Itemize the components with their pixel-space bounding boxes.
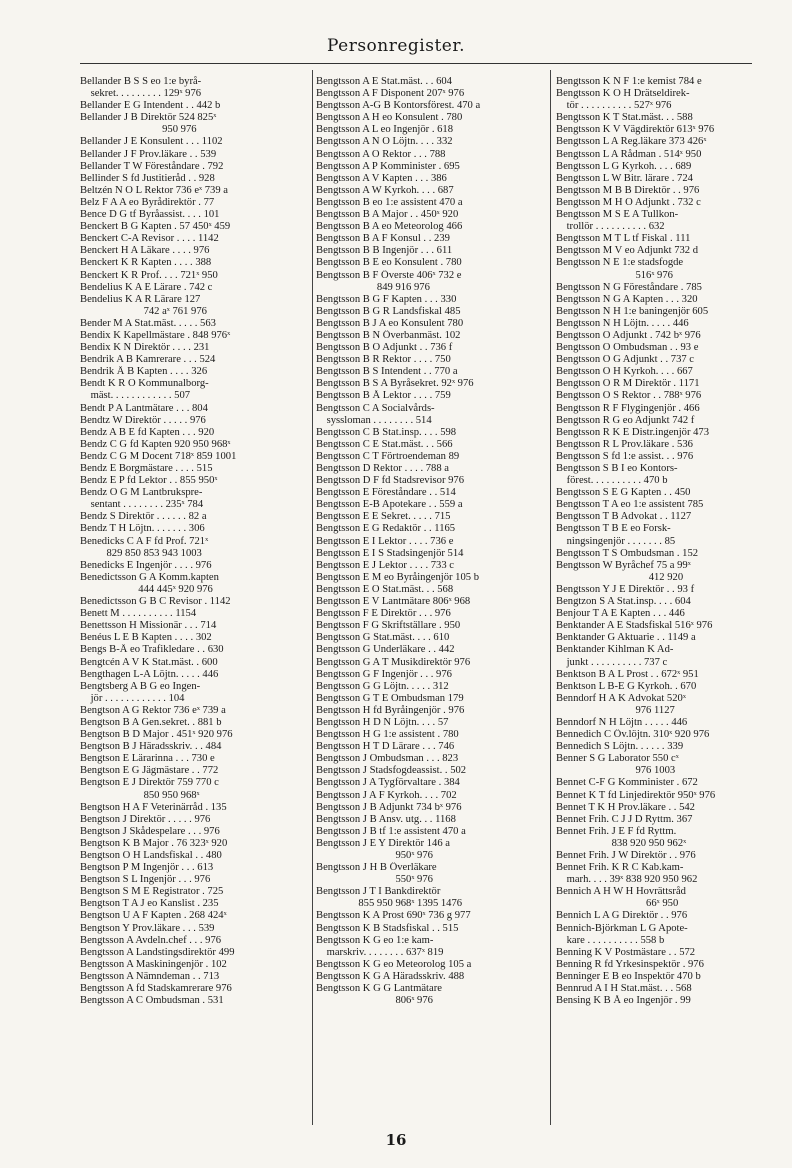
index-entry-line: Bengtsson A-G B Kontorsförest. 470 a <box>316 100 481 112</box>
index-entry-line: Bellander J E Konsulent . . . 1102 <box>80 136 223 148</box>
index-entry-line: sekret. . . . . . . . . 129ˣ 976 <box>80 88 202 100</box>
index-entry-line: 950ˣ 976 <box>316 850 433 861</box>
index-entry-line: Bendrik Å B Kapten . . . . 326 <box>80 366 208 378</box>
index-entry-line: Bennich A H W H Hovrättsråd <box>556 886 686 898</box>
index-entry-line: Bengtsson J B tf 1:e assistent 470 a <box>316 825 466 837</box>
index-entry-line: 412 920 <box>556 571 684 583</box>
index-entry-line: Bendt P A Lantmätare . . . 804 <box>80 402 208 414</box>
index-entry-line: sentant . . . . . . . . 235ˣ 784 <box>80 499 204 511</box>
index-entry-line: Bengtson S L Ingenjör . . . 976 <box>80 874 211 886</box>
index-entry-line: 516ˣ 976 <box>556 269 673 281</box>
index-entry-line: Bengtsson R L Prov.läkare . 536 <box>556 438 693 450</box>
index-entry-line: Bendz O G M Lantbrukspre- <box>80 487 203 499</box>
index-column-2 <box>316 76 544 1126</box>
index-entry-line: Bennet Frih. K R C Kab.kam- <box>556 862 684 874</box>
index-entry-line: Benktander G Aktuarie . . 1149 a <box>556 632 696 644</box>
index-entry-line: Bengtsson N E 1:e stadsfogde <box>556 257 684 269</box>
index-entry-line: Bengtsson J Ombudsman . . . 823 <box>316 753 459 765</box>
index-entry-line: Bengtsson R K E Distr.ingenjör 473 <box>556 426 710 438</box>
index-entry-line: Bengtsson J T I Bankdirektör <box>316 886 441 898</box>
index-entry-line: Bengtsson A fd Stadskamrerare 976 <box>80 983 232 995</box>
index-entry-line: Beltzén N O L Rektor 736 eˣ 739 a <box>80 184 229 196</box>
index-entry-line: Benedicks C A F fd Prof. 721ˣ <box>80 535 209 547</box>
index-entry-line: marskriv. . . . . . . . 637ˣ 819 <box>316 946 444 958</box>
index-entry-line: Bengtsson J E Y Direktör 146 a <box>316 837 450 849</box>
index-entry-line: Bengtsson M V eo Adjunkt 732 d <box>556 245 699 257</box>
page-number: 16 <box>385 1131 407 1149</box>
index-entry-line: Bengtsson S E G Kapten . . 450 <box>556 487 691 499</box>
index-entry-line: Bendrik A B Kamrerare . . . 524 <box>80 354 216 366</box>
index-entry-line: Bengtsson B F Överste 406ˣ 732 e <box>316 269 462 281</box>
index-entry-line: Bengtsson T S Ombudsman . 152 <box>556 547 699 559</box>
index-entry-line: Bennet Frih. J E F fd Ryttm. <box>556 825 677 837</box>
index-entry-line: Benedictsson G A Komm.kapten <box>80 571 219 583</box>
index-entry-line: kare . . . . . . . . . . 558 b <box>556 934 665 946</box>
index-entry-line: Bengtsson G A T Musikdirektör 976 <box>316 656 471 668</box>
index-entry-line: Bengtsson O Adjunkt . 742 bˣ 976 <box>556 329 701 341</box>
index-entry-line: Bengthagen L-A Löjtn. . . . . 446 <box>80 668 219 680</box>
index-entry-line: Belz F A A eo Byrådirektör . 77 <box>80 196 215 208</box>
index-entry-line: Bengtsson B J A eo Konsulent 780 <box>316 317 464 329</box>
index-entry-line: Bellinder S fd Justitieråd . . 928 <box>80 172 215 184</box>
index-entry-line: Bengtsson E J Lektor . . . . 733 c <box>316 559 454 571</box>
index-entry-line: Bengtsson G F Ingenjör . . . 976 <box>316 668 452 680</box>
index-entry-line: Bengtsson A Nämndeman . . 713 <box>80 970 220 982</box>
index-entry-line: Bengtsson B A eo Meteorolog 466 <box>316 221 463 233</box>
index-entry-line: Bengtsson O H Kyrkoh. . . . 667 <box>556 366 693 378</box>
index-entry-line: Bengtsson B A Major . . 450ˣ 920 <box>316 209 459 221</box>
index-entry-line: Bengtsson C B Stat.insp. . . . 598 <box>316 426 457 438</box>
index-entry-line: Bengtson A G Rektor 736 eˣ 739 a <box>80 704 226 716</box>
index-entry-line: Bengtsson E I Lektor . . . . 736 e <box>316 535 454 547</box>
index-entry-line: Bengtsson A P Komminister . 695 <box>316 160 460 172</box>
index-entry-line: Bengtson E G Jägmästare . . 772 <box>80 765 219 777</box>
index-entry-line: Bendix K Kapellmästare . 848 976ˣ <box>80 329 231 341</box>
index-entry-line: Bengtson E J Direktör 759 770 c <box>80 777 219 789</box>
index-entry-line: Bengtsson A C Ombudsman . 531 <box>80 995 224 1007</box>
index-entry-line: trollör . . . . . . . . . . 632 <box>556 221 665 233</box>
index-entry-line: Bengtson E Lärarinna . . . 730 e <box>80 753 215 765</box>
index-entry-line: Bengtsson B S A Byråsekret. 92ˣ 976 <box>316 378 474 390</box>
index-entry-line: Bengtsson S fd 1:e assist. . . 976 <box>556 450 694 462</box>
index-entry-line: Bengtson Y Prov.läkare . . . 539 <box>80 922 215 934</box>
index-entry-line: Bengtsson G Underläkare . . 442 <box>316 644 455 656</box>
index-entry-line: 855 950 968ˣ 1395 1476 <box>316 898 463 910</box>
index-entry-line: Bengtsson M T L tf Fiskal . 111 <box>556 233 691 245</box>
index-entry-line: Bengtsson A Landstingsdirektör 499 <box>80 946 235 958</box>
column-divider <box>550 70 551 1125</box>
index-entry-line: 849 916 976 <box>316 281 430 293</box>
index-entry-line: Bengtsson E M eo Byråingenjör 105 b <box>316 571 480 583</box>
index-entry-line: Bengtsson N G A Kapten . . . 320 <box>556 293 698 305</box>
index-entry-line: Bendtz W Direktör . . . . . 976 <box>80 414 206 426</box>
index-entry-line: marh. . . . 39ˣ 838 920 950 962 <box>556 874 698 886</box>
index-entry-line: Bengtsson K N F 1:e kemist 784 e <box>556 76 702 87</box>
index-entry-line: Bengtsson B G F Kapten . . . 330 <box>316 293 457 305</box>
index-entry-line: Bengtsson E Föreståndare . . 514 <box>316 487 456 499</box>
index-entry-line: Bengtsson R G eo Adjunkt 742 f <box>556 414 695 426</box>
index-entry-line: Bengtsson E O Stat.mäst. . . 568 <box>316 583 454 595</box>
index-entry-line: Bengtsson K T Stat.mäst. . . 588 <box>556 112 693 124</box>
index-entry-line: Bengtsson B R Rektor . . . . 750 <box>316 354 451 366</box>
index-entry-line: Bengtsson L G Kyrkoh. . . . 689 <box>556 160 692 172</box>
index-entry-line: Bengtson B A Gen.sekret. . 881 b <box>80 716 222 728</box>
index-entry-line: Bengtson T A J eo Kanslist . 235 <box>80 898 219 910</box>
index-entry-line: Bengtsson K O H Drätseldirek- <box>556 88 690 100</box>
index-entry-line: Bengtsson J H B Överläkare <box>316 862 437 874</box>
index-entry-line: Bengtsson H G 1:e assistent . 780 <box>316 729 459 741</box>
index-entry-line: Bellander J F Prov.läkare . . 539 <box>80 148 217 160</box>
index-entry-line: Bengtsson L W Bitr. lärare . 724 <box>556 172 693 184</box>
index-entry-line: 838 920 950 962ˣ <box>556 837 687 849</box>
index-entry-line: Benktson L B-E G Kyrkoh. . 670 <box>556 680 697 692</box>
index-entry-line: Bengtsson B Å Lektor . . . . 759 <box>316 390 451 402</box>
index-entry-line: Benktson B A L Prost . . 672ˣ 951 <box>556 668 699 680</box>
index-entry-line: Bengtsson A N O Löjtn. . . . 332 <box>316 136 453 148</box>
index-entry-line: 850 950 968ˣ <box>80 789 200 801</box>
index-column-3 <box>556 76 784 1126</box>
index-entry-line: Bennet K T fd Linjedirektör 950ˣ 976 <box>556 789 716 801</box>
index-entry-line: Bengtsson E V Lantmätare 806ˣ 968 <box>316 596 471 608</box>
index-entry-line: Bengtsson A E Stat.mäst. . . 604 <box>316 76 452 87</box>
index-entry-line: Benedicks E Ingenjör . . . . 976 <box>80 559 212 571</box>
index-entry-line: Bengtsson A O Rektor . . . 788 <box>316 148 446 160</box>
index-entry-line: Bengtsson M H O Adjunkt . 732 c <box>556 196 701 208</box>
index-entry-line: Bengtsson L A Rådman . 514ˣ 950 <box>556 148 702 160</box>
index-entry-line: Bendz A B E fd Kapten . . . 920 <box>80 426 215 438</box>
index-entry-line: Benckert C-A Revisor . . . . 1142 <box>80 233 219 245</box>
index-entry-line: Bengtsson B E eo Konsulent . 780 <box>316 257 462 269</box>
index-entry-line: Bengtsson D Rektor . . . . 788 a <box>316 463 450 474</box>
index-entry-line: Bengtson U A F Kapten . 268 424ˣ <box>80 910 227 922</box>
index-entry-line: 829 850 853 943 1003 <box>80 547 202 559</box>
index-entry-line: Bengtson J Direktör . . . . . 976 <box>80 813 211 825</box>
index-entry-line: Bengtsson T B E eo Forsk- <box>556 523 671 535</box>
index-entry-line: Bengtsson T B Advokat . . 1127 <box>556 511 692 523</box>
index-entry-line: Bengtsson C A Socialvårds- <box>316 402 435 414</box>
index-entry-line: Bendz E P fd Lektor . . 855 950ˣ <box>80 475 218 487</box>
index-entry-line: Bengtsson F G Skriftställare . 950 <box>316 620 461 632</box>
index-entry-line: Bengtson P M Ingenjör . . . 613 <box>80 862 214 874</box>
index-entry-line: Bengtsson K A Prost 690ˣ 736 g 977 <box>316 910 471 922</box>
index-entry-line: 66ˣ 950 <box>556 898 679 910</box>
index-entry-line: Bellander T W Föreståndare . 792 <box>80 160 224 172</box>
index-entry-line: Bengtsson B O Adjunkt . . 736 f <box>316 342 453 354</box>
index-entry-line: Bengtsson A F Disponent 207ˣ 976 <box>316 88 465 100</box>
index-entry-line: Bengtsson H fd Byråingenjör . 976 <box>316 704 465 716</box>
index-entry-line: Bendelius K A R Lärare 127 <box>80 293 201 305</box>
index-entry-line: Bennich L A G Direktör . . 976 <box>556 910 688 922</box>
index-entry-line: Bennedich C Öv.löjtn. 310ˣ 920 976 <box>556 729 710 741</box>
index-entry-line: Bengtsson N H 1:e baningenjör 605 <box>556 305 709 317</box>
index-entry-line: Bengtsson L A Reg.läkare 373 426ˣ <box>556 136 707 148</box>
index-entry-line: Benckert B G Kapten . 57 450ˣ 459 <box>80 221 231 233</box>
index-entry-line: Benedictsson G B C Revisor . 1142 <box>80 596 231 608</box>
index-entry-line: Bensing K B Å eo Ingenjör . 99 <box>556 995 691 1007</box>
index-entry-line: Benning K V Postmästare . . 572 <box>556 946 696 958</box>
index-entry-line: Bennet C-F G Komminister . 672 <box>556 777 698 789</box>
index-column-1 <box>80 76 308 1126</box>
index-entry-line: Benktander Kihlman K Ad- <box>556 644 674 656</box>
index-entry-line: 806ˣ 976 <box>316 995 433 1007</box>
index-entry-line: Bennich-Björkman L G Apote- <box>556 922 688 934</box>
index-entry-line: 444 445ˣ 920 976 <box>80 583 213 595</box>
index-entry-line: 950 976 <box>80 124 197 136</box>
index-entry-line: Bengtsson K G A Häradsskriv. 488 <box>316 970 465 982</box>
index-entry-line: ningsingenjör . . . . . . . 85 <box>556 535 676 547</box>
index-entry-line: Bengtsson K G eo Meteorolog 105 a <box>316 958 472 970</box>
index-entry-line: Bengtsson B S Intendent . . 770 a <box>316 366 458 378</box>
index-entry-line: Bengtson H A F Veterinärråd . 135 <box>80 801 227 813</box>
index-entry-line: 976 1003 <box>556 765 676 777</box>
index-entry-line: Bengtsson E E Sekret. . . . . 715 <box>316 511 451 523</box>
index-entry-line: Bendelius K A E Lärare . 742 c <box>80 281 213 293</box>
index-entry-line: Bengtcén A V K Stat.mäst. . 600 <box>80 656 218 668</box>
index-entry-line: Bengtsson A W Kyrkoh. . . . 687 <box>316 184 454 196</box>
index-entry-line: Benninger E B eo Inspektör 470 b <box>556 970 701 982</box>
index-entry-line: Bellander J B Direktör 524 825ˣ <box>80 112 217 124</box>
index-entry-line: syssloman . . . . . . . . 514 <box>316 414 432 426</box>
index-entry-line: Benckert K R Prof. . . . 721ˣ 950 <box>80 269 218 281</box>
index-entry-line: Bengtsson B G R Landsfiskal 485 <box>316 305 461 317</box>
index-entry-line: Benettsson H Missionär . . . 714 <box>80 620 217 632</box>
index-entry-line: Bellander B S S eo 1:e byrå- <box>80 76 202 87</box>
index-entry-line: Bengtsson B N Överbanmäst. 102 <box>316 329 461 341</box>
index-entry-line: Bengtsson D F fd Stadsrevisor 976 <box>316 475 465 487</box>
index-entry-line: Benckert K R Kapten . . . . 388 <box>80 257 212 269</box>
index-entry-line: Bengtsson E-B Apotekare . . 559 a <box>316 499 463 511</box>
index-entry-line: Bengtsson W Byråchef 75 a 99ˣ <box>556 559 691 571</box>
index-entry-line: 550ˣ 976 <box>316 874 433 886</box>
index-entry-line: Bengtson B D Major . 451ˣ 920 976 <box>80 729 233 741</box>
index-entry-line: Bengtsson O R M Direktör . 1171 <box>556 378 700 390</box>
index-entry-line: Bengtsson S B I eo Kontors- <box>556 463 678 474</box>
index-entry-line: Bennet T K H Prov.läkare . . 542 <box>556 801 695 813</box>
index-entry-line: Bengtsson J A F Kyrkoh. . . . 702 <box>316 789 457 801</box>
index-entry-line: Benndorf N H Löjtn . . . . . 446 <box>556 716 688 728</box>
index-entry-line: Bengtzon S A Stat.insp. . . . 604 <box>556 596 691 608</box>
index-entry-line: Bengtsson R F Flygingenjör . 466 <box>556 402 700 414</box>
index-entry-line: Bengtsson N H Löjtn. . . . . 446 <box>556 317 689 329</box>
index-entry-line: Bengtsson H D N Löjtn. . . . 57 <box>316 716 449 728</box>
index-entry-line: Bengtsson M B B Direktör . . 976 <box>556 184 700 196</box>
index-entry-line: Bengtsson C E Stat.mäst. . . 566 <box>316 438 453 450</box>
index-entry-line: Bengtson S M E Registrator . 725 <box>80 886 224 898</box>
index-entry-line: Bengtson O H Landsfiskal . . 480 <box>80 850 222 861</box>
header-rule <box>80 63 752 64</box>
index-entry-line: Benning R fd Yrkesinspektör . 976 <box>556 958 704 970</box>
index-entry-line: Bengtsson E I S Stadsingenjör 514 <box>316 547 464 559</box>
index-entry-line: Bengtsson H T D Lärare . . . 746 <box>316 741 455 753</box>
index-entry-line: Bender M A Stat.mäst. . . . . 563 <box>80 317 216 329</box>
index-entry-line: jör . . . . . . . . . . . . 104 <box>80 692 185 704</box>
index-entry-line: Benner S G Laborator 550 cˣ <box>556 753 679 765</box>
index-entry-line: Benckert H A Läkare . . . . 976 <box>80 245 210 257</box>
index-entry-line: Bengtsson B eo 1:e assistent 470 a <box>316 196 463 208</box>
index-entry-line: Bendz T H Löjtn. . . . . . . 306 <box>80 523 205 535</box>
index-entry-line: Bengtsson A H eo Konsulent . 780 <box>316 112 463 124</box>
index-entry-line: 976 1127 <box>556 704 675 716</box>
index-entry-line: Bendz E Borgmästare . . . . 515 <box>80 463 213 474</box>
index-entry-line: Bengtsson A L eo Ingenjör . 618 <box>316 124 454 136</box>
index-entry-line: Benett M . . . . . . . . . . 1154 <box>80 608 197 620</box>
index-entry-line: Bengtsson M S E A Tullkon- <box>556 209 679 221</box>
index-entry-line: Bengtsson E G Redaktör . . 1165 <box>316 523 456 535</box>
index-entry-line: förest. . . . . . . . . . 470 b <box>556 475 668 487</box>
index-entry-line: Bengs B-Å eo Trafikledare . . 630 <box>80 644 224 656</box>
index-entry-line: Bengtsson F E Direktör . . . 976 <box>316 608 451 620</box>
index-entry-line: Benktander A E Stadsfiskal 516ˣ 976 <box>556 620 713 632</box>
index-entry-line: Benjour T A E Kapten . . . 446 <box>556 608 685 620</box>
index-entry-line: Bengtsson J Stadsfogdeassist. . 502 <box>316 765 467 777</box>
index-entry-line: Bengtsson Y J E Direktör . . 93 f <box>556 583 695 595</box>
index-entry-line: Bengtsson C T Förtroendeman 89 <box>316 450 460 462</box>
index-entry-line: tör . . . . . . . . . . 527ˣ 976 <box>556 100 672 112</box>
index-entry-line: Bendix K N Direktör . . . . 231 <box>80 342 210 354</box>
index-entry-line: 742 aˣ 761 976 <box>80 305 207 317</box>
index-entry-line: Bengtsson A V Kapten . . . 386 <box>316 172 447 184</box>
index-entry-line: Bengtsson K V Vägdirektör 613ˣ 976 <box>556 124 715 136</box>
index-entry-line: Bengtsson G T E Ombudsman 179 <box>316 692 464 704</box>
index-entry-line: Bengtsson K B Stadsfiskal . . 515 <box>316 922 459 934</box>
index-entry-line: Bengtsson A Maskiningenjör . 102 <box>80 958 227 970</box>
index-entry-line: Bengtsson O S Rektor . . 788ˣ 976 <box>556 390 702 402</box>
index-entry-line: Bengtsson K G eo 1:e kam- <box>316 934 434 946</box>
page-title: Personregister. <box>326 36 466 56</box>
index-entry-line: Bengtsson J A Tygförvaltare . 384 <box>316 777 460 789</box>
index-entry-line: mäst. . . . . . . . . . . . 507 <box>80 390 191 402</box>
index-entry-line: Bendz C G fd Kapten 920 950 968ˣ <box>80 438 231 450</box>
index-entry-line: Bengtsson J B Adjunkt 734 bˣ 976 <box>316 801 462 813</box>
index-entry-line: Bengtsberg A B G eo Ingen- <box>80 680 201 692</box>
index-entry-line: Benndorf H A K Advokat 520ˣ <box>556 692 686 704</box>
index-entry-line: junkt . . . . . . . . . . 737 c <box>556 656 668 668</box>
index-entry-line: Bengtsson O G Adjunkt . . 737 c <box>556 354 695 366</box>
index-entry-line: Bence D G tf Byråassist. . . . 101 <box>80 209 220 221</box>
index-entry-line: Bengtsson B B Ingenjör . . . 611 <box>316 245 453 257</box>
index-entry-line: Bengtsson B A F Konsul . . 239 <box>316 233 450 245</box>
index-entry-line: Bengtson B J Häradsskriv. . . 484 <box>80 741 222 753</box>
index-entry-line: Bellander E G Intendent . . 442 b <box>80 100 221 112</box>
index-entry-line: Bendz S Direktör . . . . . . 82 a <box>80 511 207 523</box>
index-entry-line: Bengtson K B Major . 76 323ˣ 920 <box>80 837 228 849</box>
index-entry-line: Bengtsson G Stat.mäst. . . . 610 <box>316 632 450 644</box>
index-entry-line: Bengtsson K G G Lantmätare <box>316 983 442 995</box>
index-entry-line: Benéus L E B Kapten . . . . 302 <box>80 632 212 644</box>
index-entry-line: Bengtsson O Ombudsman . . 93 e <box>556 342 699 354</box>
column-divider <box>312 70 313 1125</box>
index-entry-line: Bennet Frih. J W Direktör . . 976 <box>556 850 696 861</box>
index-entry-line: Bengtsson N G Föreståndare . 785 <box>556 281 702 293</box>
index-entry-line: Bennet Frih. C J J D Ryttm. 367 <box>556 813 693 825</box>
index-entry-line: Bengtsson J B Ansv. utg. . . 1168 <box>316 813 456 825</box>
index-entry-line: Bengtson J Skådespelare . . . 976 <box>80 825 220 837</box>
index-entry-line: Bendt K R O Kommunalborg- <box>80 378 209 390</box>
index-entry-line: Bendz C G M Docent 718ˣ 859 1001 <box>80 450 237 462</box>
index-entry-line: Bengtsson A Avdeln.chef . . . 976 <box>80 934 222 946</box>
index-entry-line: Bennedich S Löjtn. . . . . . 339 <box>556 741 684 753</box>
index-entry-line: Bengtsson G G Löjtn. . . . . 312 <box>316 680 449 692</box>
index-entry-line: Bennrud A I H Stat.mäst. . . 568 <box>556 983 692 995</box>
index-entry-line: Bengtsson T A eo 1:e assistent 785 <box>556 499 704 511</box>
